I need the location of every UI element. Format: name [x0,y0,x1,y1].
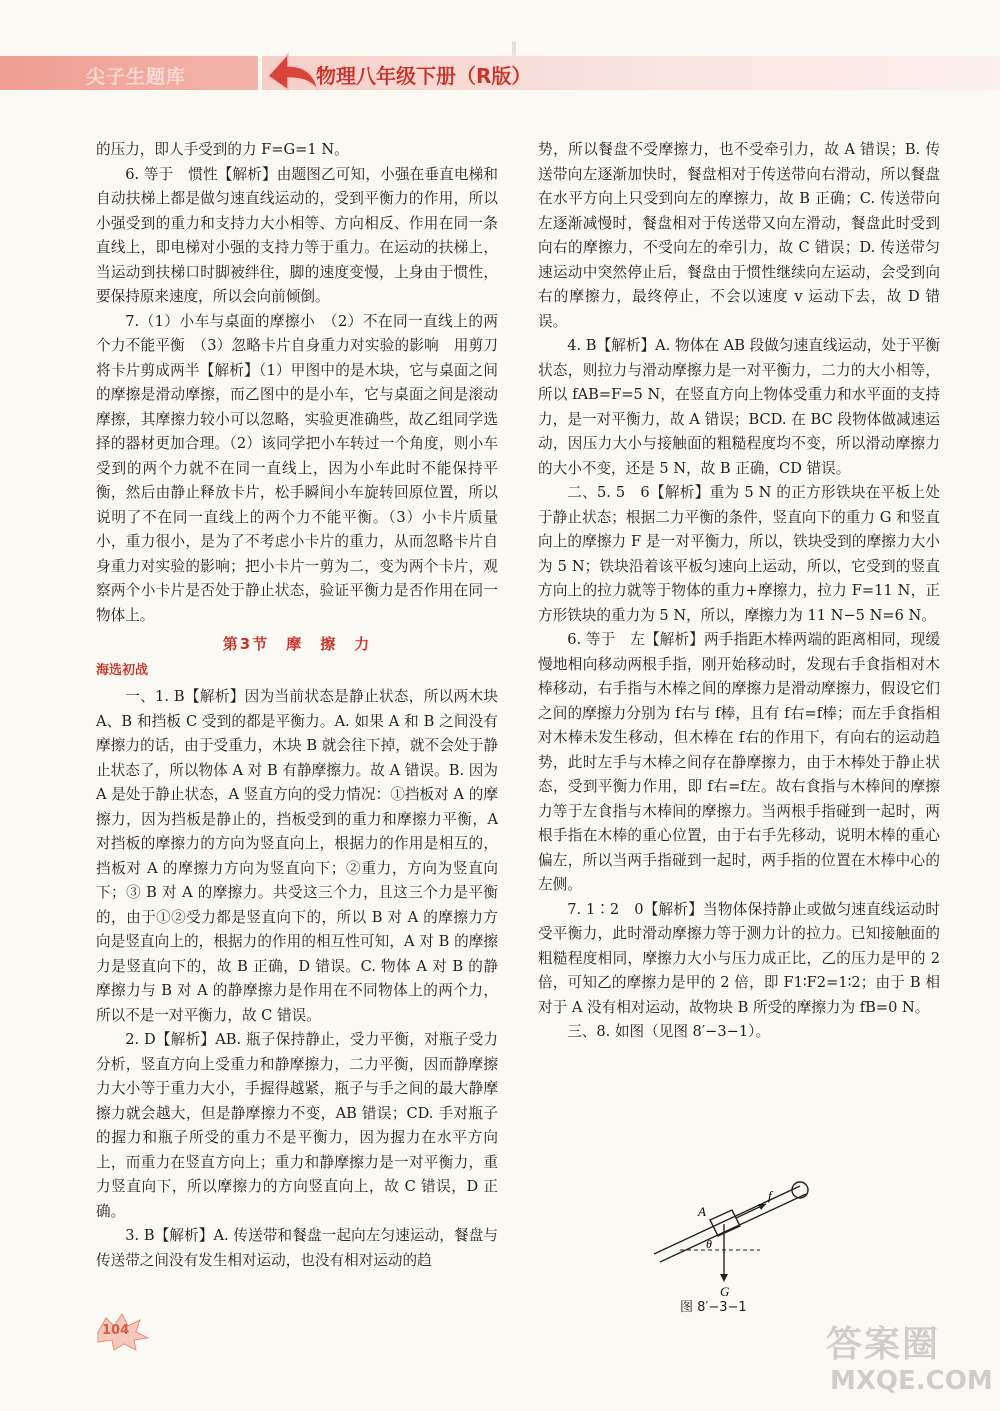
page-number-badge [92,1312,152,1352]
right-column [538,138,940,1045]
answer-paragraph: 6. 等于 惯性【解析】由题图乙可知，小强在垂直电梯和自动扶梯上都是做匀速直线运动的，受到平衡力的作用，所以小强受到的重力和支持力大小相等、方向相反、作用在同一条直线上，即电梯对小强的支持力等于重力。在运动的扶梯上，当运动到扶梯口时脚被绊住，脚的速度变慢，上身由于惯性，要保持原来速度，所以会向前倾倒。 [96,165,498,305]
gravity-arrowhead [720,1274,728,1282]
subsection-title: 海选初战 [96,662,149,678]
book-title: 物理八年级下册（R版） [316,64,532,88]
block-A [710,1210,740,1236]
watermark-url: MXQE.COM [830,1366,993,1396]
pulley-wheel [792,1182,808,1198]
incline-upper-edge [654,1186,800,1254]
incline-lower-edge [660,1194,806,1262]
answer-paragraph: 2. D【解析】AB. 瓶子保持静止，受力平衡，对瓶子受力分析，竖直方向上受重力和静摩擦力，二力平衡，因而静摩擦力大小等于重力大小，手握得越紧，瓶子与手之间的最大静摩擦力就会越大，但是静摩擦力不变，AB 错误；CD. 手对瓶子的握力和瓶子所受的重力不是平衡力，因为握力在水平方向上，而重力在竖直方向上；重力和静摩擦力是一对平衡力，重力竖直向下，所以摩擦力的方向竖直向上，故 C 错误，D 正确。 [96,1031,498,1220]
incline-force-diagram [640,1162,820,1302]
section-title: 第3节 摩 擦 力 [222,635,372,653]
answer-paragraph: 一、1. B【解析】因为当前状态是静止状态，所以两木块 A、B 和挡板 C 受到的都是平衡力。A. 如果 A 和 B 之间没有摩擦力的话，由于受重力，木块 B 就会往下掉，就不会处于静止状态了，所以物体 A 对 B 有静摩擦力。故 A 错误。B. 因为 A 是处于静止状态，A 竖直方向的受力情况：①挡板对 A 的摩擦力，因为挡板是静止的，挡板受到的重力和摩擦力平衡，A 对挡板的摩擦力的方向为竖直向上，根据力的作用是相互的，挡板对 A 的摩擦力方向为竖直向下；②重力，方向为竖直向下；③ B 对 A 的摩擦力。共受这三个力，且这三个力是平衡的，由于①②受力都是竖直向下的，所以 B 对 A 的摩擦力方向是竖直向上的，根据力的作用的相互性可知，A 对 B 的摩擦力是竖直向下的，故 B 正确，D 错误。C. 物体 A 对 B 的静摩擦力与 B 对 A 的静摩擦力是作用在不同物体上的两个力，所以不是一对平衡力，故 C 错误。 [96,688,498,1024]
figure-caption: 图 8′−3−1 [680,1300,747,1315]
left-column [96,138,498,1273]
page-number: 104 [102,1323,130,1338]
page-header [0,42,1000,104]
answer-paragraph: 4. B【解析】A. 物体在 AB 段做匀速直线运动，处于平衡状态，则拉力与滑动摩擦力是一对平衡力，二力的大小相等，所以 fAB=F=5 N，在竖直方向上物体受重力和水平面的支持力，是一对平衡力，故 A 错误；BCD. 在 BC 段物体做减速运动，因压力大小与接触面的粗糙程度均不变，所以滑动摩擦力的大小不变，还是 5 N，故 B 正确，CD 错误。 [538,337,940,477]
answer-paragraph: 7.（1）小车与桌面的摩擦小 （2）不在同一直线上的两个力不能平衡 （3）忽略卡片自身重力对实验的影响 用剪刀将卡片剪成两半【解析】（1）甲图中的是木块，它与桌面之间的摩擦是滑动摩擦，而乙图中的是小车，它与桌面之间是滚动摩擦，其摩擦力较小可以忽略，实验更准确些，故乙组同学选择的器材更加合理。（2）该同学把小车转过一个角度，则小车受到的两个力就不在同一直线上，因为小车此时不能保持平衡，然后由静止释放卡片，松手瞬间小车旋转回原位置，所以说明了不在同一直线上的两个力不能平衡。（3）小卡片质量小，重力很小，是为了不考虑小卡片的重力，从而忽略卡片自身重力对实验的影响；把小卡片一剪为二，变为两个卡片，观察两个小卡片是否处于静止状态，验证平衡力是否作用在同一物体上。 [96,312,498,624]
arrow-icon [262,46,322,100]
label-A: A [698,1204,706,1219]
answer-paragraph: 7. 1∶2 0【解析】当物体保持静止或做匀速直线运动时受平衡力，此时滑动摩擦力等于测力计的拉力。已知接触面的粗糙程度相同，摩擦力大小与压力成正比，乙的压力是甲的 2 倍，可知乙的摩擦力是甲的 2 倍，即 F1∶F2=1∶2；由于 B 相对于 A 没有相对运动，故物块 B 所受的摩擦力为 fB=0 N。 [538,900,940,1016]
watermark [818,1310,998,1405]
label-G: G [720,1284,730,1299]
series-brand: 尖子生题库 [86,66,187,88]
answer-paragraph: 三、8. 如图（见图 8′−3−1）。 [567,1023,771,1040]
answer-paragraph: 6. 等于 左【解析】两手指距木棒两端的距离相同，现缓慢地相向移动两根手指，刚开始移动时，发现右手食指相对木棒移动，右手指与木棒之间的摩擦力是滑动摩擦力，假设它们之间的摩擦力分别为 f右与 f棒，且有 f右=f棒；而左手食指相对木棒未发生移动，但木棒在 f右的作用下，有向右的运动趋势，此时左手与木棒之间存在静摩擦力，由于木棒处于静止状态，受到平衡力作用，即 f右=f左。故右食指与木棒间的摩擦力等于左食指与木棒间的摩擦力。当两根手指碰到一起时，两根手指在木棒的重心位置，由于右手先移动，说明木棒的重心偏左，所以当两手指碰到一起时，两手指的位置在木棒中心的左侧。 [538,631,940,893]
label-theta: θ [706,1237,712,1251]
watermark-cn: 答案圈 [826,1324,941,1365]
answer-paragraph: 势，所以餐盘不受摩擦力，也不受牵引力，故 A 错误；B. 传送带向左逐渐加快时，餐盘相对于传送带向右滑动，所以餐盘在水平方向上只受到向左的摩擦力，故 B 正确；C. 传送带向左逐渐减慢时，餐盘相对于传送带又向左滑动，餐盘此时受到向右的摩擦力，不受向左的牵引力，故 C 错误；D. 传送带匀速运动中突然停止后，餐盘由于惯性继续向左运动，会受到向右的摩擦力，最终停止，不会以速度 v 运动下去，故 D 错误。 [538,141,940,330]
label-f: f [768,1188,772,1203]
answer-paragraph: 3. B【解析】A. 传送带和餐盘一起向左匀速运动，餐盘与传送带之间没有发生相对运动，也没有相对运动的趋 [96,1227,498,1269]
answer-paragraph: 二、5. 5 6【解析】重为 5 N 的正方形铁块在平板上处于静止状态；根据二力平衡的条件，竖直向下的重力 G 和竖直向上的摩擦力 F 是一对平衡力，所以，铁块受到的摩擦力大小为 5 N；铁块沿着该平板匀速向上运动，所以，它受到的竖直方向上的拉力就等于物体的重力+摩擦力，拉力 F=11 N，正方形铁块的重力为 5 N，所以，摩擦力为 11 N−5 N=6 N。 [538,484,940,624]
answer-paragraph: 的压力，即人手受到的力 F=G=1 N。 [96,141,349,158]
